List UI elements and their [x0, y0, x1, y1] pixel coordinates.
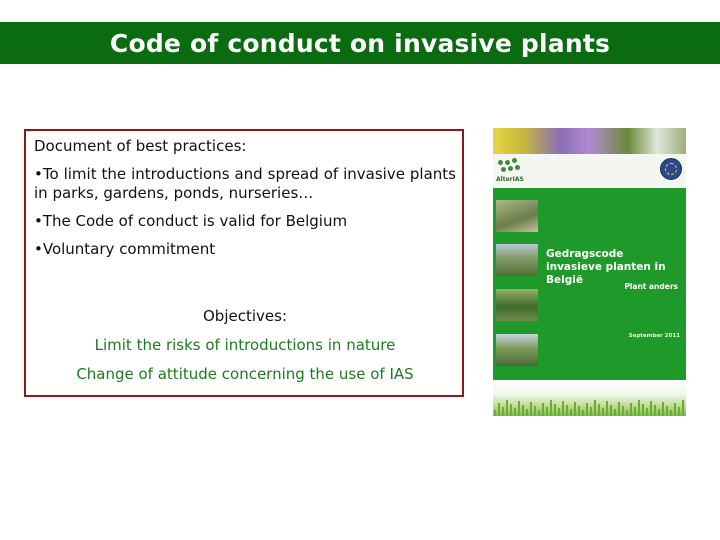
cover-date: September 2011: [628, 333, 680, 339]
plant-photo: [496, 289, 538, 321]
slide-title: Code of conduct on invasive plants: [109, 28, 611, 58]
cover-title: Gedragscode invasieve planten in België: [546, 248, 666, 286]
objectives-heading: Objectives:: [203, 307, 287, 325]
objective-item: Limit the risks of introductions in nature: [94, 336, 396, 354]
bullet-item: •Voluntary commitment: [34, 240, 216, 258]
intro-text: Document of best practices:: [34, 137, 247, 155]
bullet-item: •To limit the introductions and spread of invasive plants in parks, gardens, ponds, nurseries…: [34, 165, 456, 202]
cover-subtitle: Plant anders: [624, 282, 678, 291]
grass-footer: [493, 380, 686, 416]
logo-text: AlterIAS: [496, 176, 524, 183]
content-box: [24, 129, 464, 397]
document-cover-image: [493, 128, 686, 416]
plant-photo: [496, 244, 538, 276]
plant-photo: [496, 200, 538, 232]
objective-item: Change of attitude concerning the use of IAS: [76, 365, 414, 383]
plant-photo: [496, 334, 538, 366]
seal-icon: [660, 158, 682, 180]
title-bar: [0, 22, 720, 64]
bullet-item: •The Code of conduct is valid for Belgium: [34, 212, 348, 230]
flower-banner: [493, 128, 686, 154]
